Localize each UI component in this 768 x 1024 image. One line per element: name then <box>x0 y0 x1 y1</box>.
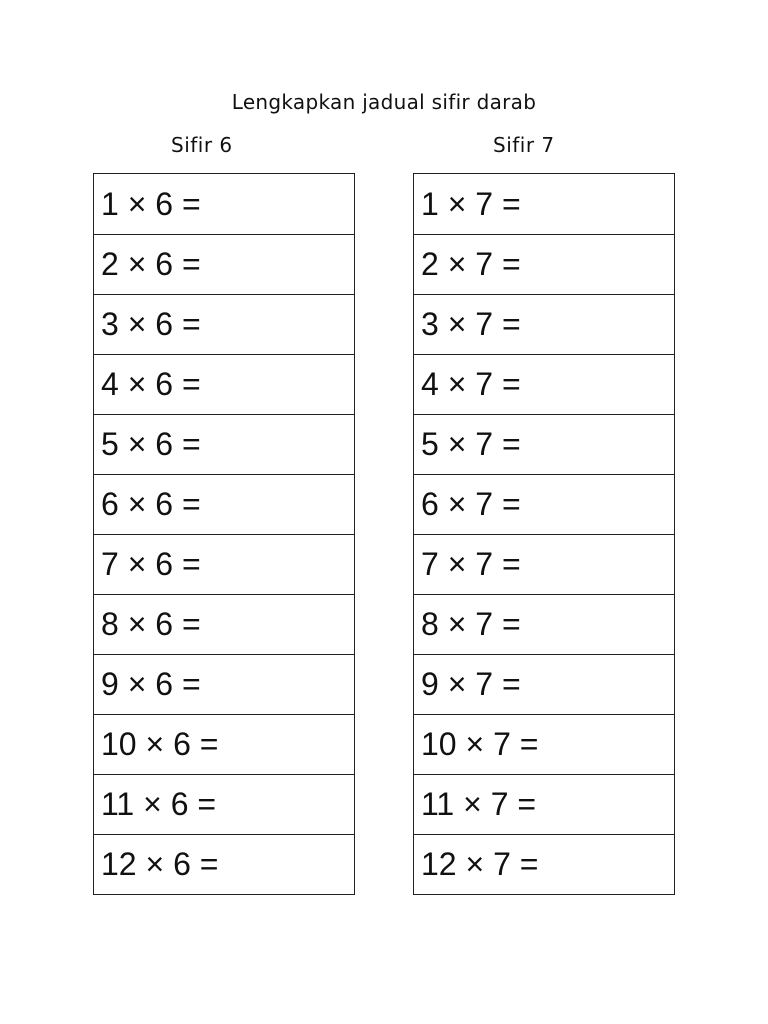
sifir-6-table <box>93 173 355 895</box>
table-row[interactable]: 1 × 7 = <box>421 185 521 222</box>
table-row[interactable]: 8 × 7 = <box>414 594 674 654</box>
sifir-7-heading: Sifir 7 <box>493 133 555 157</box>
sifir-7-table <box>413 173 675 895</box>
table-row[interactable]: 4 × 6 = <box>94 354 354 414</box>
table-row[interactable]: 11 × 7 = <box>414 774 674 834</box>
table-row[interactable]: 6 × 6 = <box>94 474 354 534</box>
table-row[interactable]: 6 × 7 = <box>414 474 674 534</box>
table-row[interactable]: 9 × 7 = <box>414 654 674 714</box>
table-row[interactable]: 4 × 7 = <box>414 354 674 414</box>
table-row[interactable]: 8 × 6 = <box>94 594 354 654</box>
table-row[interactable]: 12 × 7 = <box>414 834 674 894</box>
table-row[interactable]: 5 × 7 = <box>414 414 674 474</box>
table-row[interactable]: 12 × 6 = <box>94 834 354 894</box>
table-row[interactable]: 10 × 6 = <box>94 714 354 774</box>
table-row[interactable]: 7 × 7 = <box>414 534 674 594</box>
table-row[interactable]: 7 × 6 = <box>94 534 354 594</box>
table-row[interactable]: 2 × 7 = <box>414 234 674 294</box>
table-row[interactable]: 5 × 6 = <box>94 414 354 474</box>
table-row[interactable]: 10 × 7 = <box>414 714 674 774</box>
table-row[interactable]: 3 × 6 = <box>94 294 354 354</box>
table-row[interactable]: 9 × 6 = <box>94 654 354 714</box>
page-title: Lengkapkan jadual sifir darab <box>231 90 537 114</box>
table-row[interactable]: 3 × 7 = <box>414 294 674 354</box>
table-row[interactable]: 1 × 6 = <box>101 185 201 222</box>
table-row[interactable]: 2 × 6 = <box>94 234 354 294</box>
sifir-6-heading: Sifir 6 <box>171 133 233 157</box>
table-row[interactable]: 11 × 6 = <box>94 774 354 834</box>
